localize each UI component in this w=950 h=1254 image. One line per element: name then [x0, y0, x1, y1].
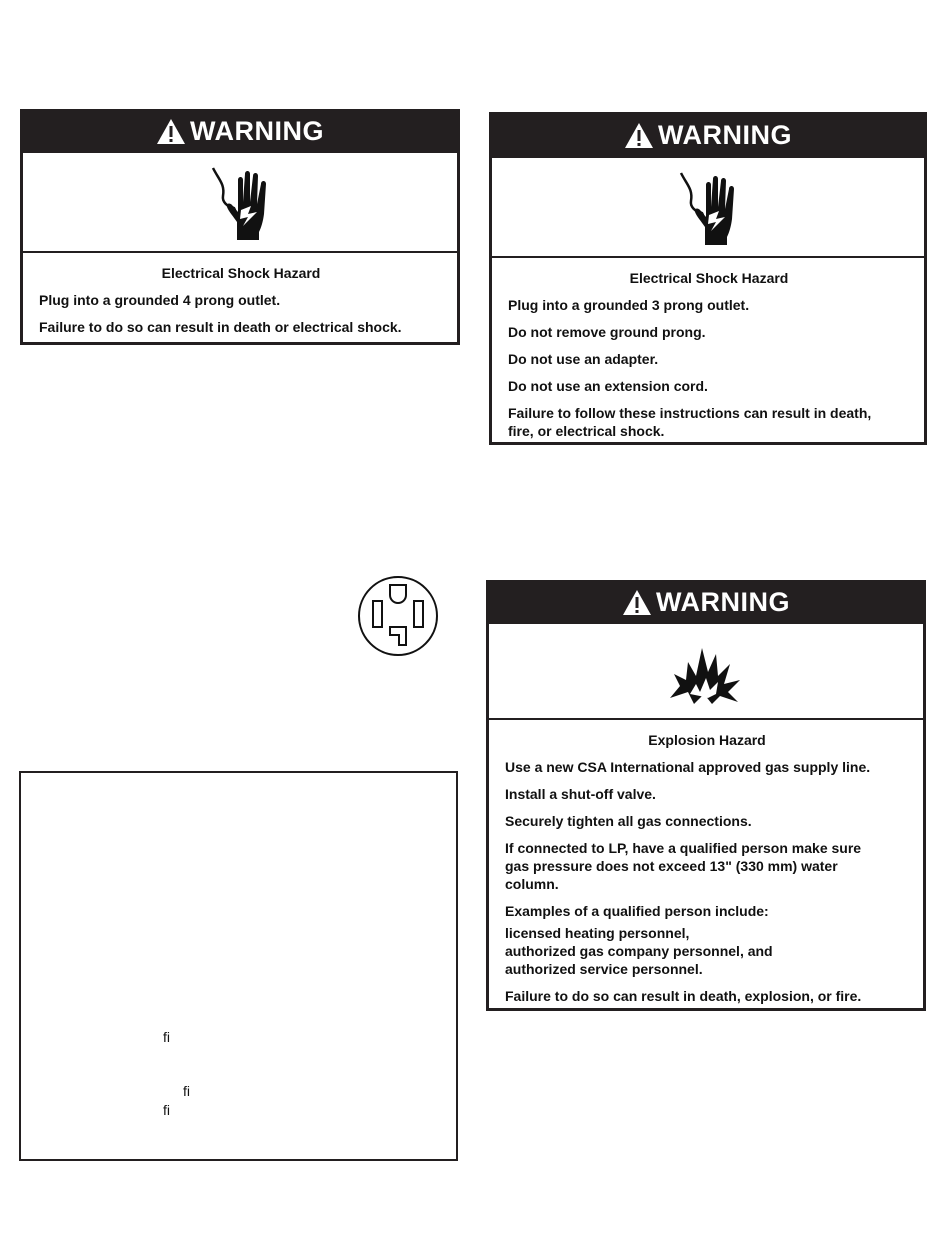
warning-body: [489, 720, 923, 1022]
electrical-shock-hand-icon: [673, 167, 743, 247]
warning-header: [489, 583, 923, 624]
info-box: [19, 771, 458, 1161]
ligature-glyph: ﬁ: [183, 1083, 190, 1099]
hazard-title: Explosion Hazard: [648, 732, 766, 748]
warning-box-explosion: [486, 580, 926, 1011]
warning-line: Securely tighten all gas connections.: [505, 813, 752, 829]
warning-line: Do not use an extension cord.: [508, 378, 708, 394]
warning-line: Install a shut-off valve.: [505, 786, 656, 802]
ligature-glyph: ﬁ: [163, 1102, 170, 1118]
warning-triangle-icon: [156, 118, 186, 145]
warning-header: [23, 112, 457, 153]
4-prong-outlet-icon: [357, 575, 439, 657]
warning-line: Do not use an adapter.: [508, 351, 659, 367]
hazard-title: Electrical Shock Hazard: [161, 265, 321, 281]
warning-icon-row: [492, 158, 924, 258]
warning-body: [492, 258, 924, 457]
warning-title: WARNING: [658, 119, 792, 150]
warning-line: Failure to follow these instructions can result in death, fire, or electrical shock.: [508, 405, 872, 439]
warning-title: WARNING: [190, 115, 324, 146]
warning-line: licensed heating personnel, authorized gas company personnel, and authorized service personnel.: [505, 925, 773, 977]
warning-body: [23, 253, 457, 353]
explosion-icon: [666, 636, 746, 706]
warning-line: Examples of a qualified person include:: [505, 903, 769, 919]
warning-line: Plug into a grounded 3 prong outlet.: [508, 297, 750, 313]
warning-line: Use a new CSA International approved gas supply line.: [505, 759, 871, 775]
warning-triangle-icon: [622, 589, 652, 616]
warning-line: Failure to do so can result in death or electrical shock.: [39, 319, 402, 335]
hazard-title: Electrical Shock Hazard: [629, 270, 789, 286]
electrical-shock-hand-icon: [205, 162, 275, 242]
warning-line: Do not remove ground prong.: [508, 324, 706, 340]
warning-triangle-icon: [624, 122, 654, 149]
warning-box-shock-3prong: [489, 112, 927, 445]
ligature-glyph: ﬁ: [163, 1029, 170, 1045]
warning-box-shock-4prong: [20, 109, 460, 345]
warning-line: Failure to do so can result in death, explosion, or fire.: [505, 988, 862, 1004]
warning-line: If connected to LP, have a qualified person make sure gas pressure does not exceed 13" (330 mm) water column.: [505, 840, 862, 892]
warning-line: Plug into a grounded 4 prong outlet.: [39, 292, 281, 308]
warning-icon-row: [23, 153, 457, 253]
warning-title: WARNING: [656, 586, 790, 617]
warning-icon-row: [489, 624, 923, 720]
warning-header: [492, 115, 924, 158]
